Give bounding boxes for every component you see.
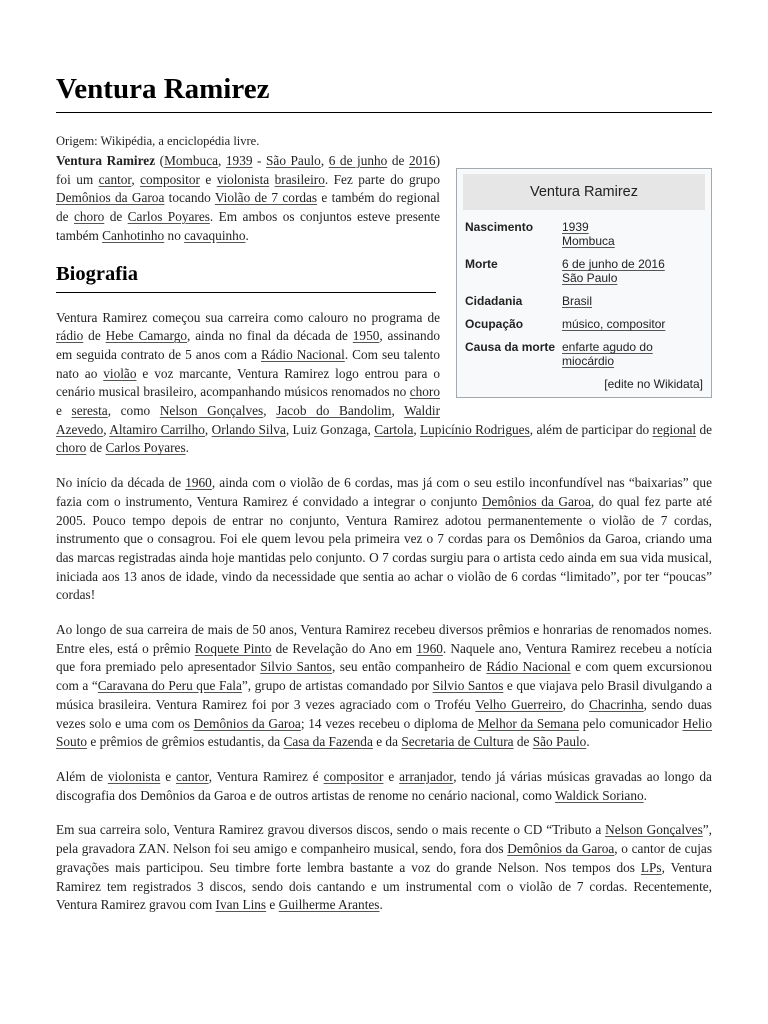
infobox-row — [463, 220, 705, 248]
inline-link[interactable]: Canhotinho — [102, 227, 165, 243]
inline-link[interactable]: 1960 — [416, 640, 443, 656]
infobox-value-link[interactable]: músico, compositor — [562, 317, 666, 331]
infobox-label: Morte — [465, 257, 498, 271]
infobox-value — [562, 340, 705, 368]
infobox-label: Ocupação — [465, 317, 524, 331]
inline-link[interactable]: Chacrinha — [589, 696, 644, 712]
inline-link[interactable]: Jacob do Bandolim — [276, 403, 392, 419]
infobox-label: Cidadania — [465, 294, 523, 308]
paragraph: Além de violonista e cantor, Ventura Ramirez é compositor e arranjador, tendo já várias músicas gravadas ao longo da discografia dos Demônios da Garoa e de outros artistas de renome no cenário nacional, como Waldick Soriano. — [56, 768, 712, 803]
inline-link[interactable]: 1939 — [225, 153, 253, 168]
infobox-title: Ventura Ramirez — [463, 174, 705, 210]
inline-link[interactable]: rádio — [56, 328, 84, 344]
infobox-value — [562, 317, 705, 331]
inline-link[interactable]: Cartola — [374, 421, 414, 437]
inline-link[interactable]: Waldick Soriano — [554, 787, 644, 803]
paragraph: Ventura Ramirez (Mombuca, 1939 - São Paulo, 6 de junho de 2016) foi um cantor, compositor e violonista brasileiro. Fez parte do grupo Demônios da Garoa tocando Violão de 7 cordas e também do regional de choro de Carlos Poyares. Em ambos os conjuntos esteve presente também Canhotinho no cavaquinho. — [56, 153, 441, 243]
infobox-label: Nascimento — [465, 220, 534, 234]
infobox-rows — [463, 220, 705, 368]
inline-link[interactable]: 6 de junho — [328, 153, 388, 168]
infobox-label: Causa da morte — [465, 340, 556, 354]
inline-link[interactable]: Rádio Nacional — [486, 659, 571, 675]
inline-link[interactable]: São Paulo — [266, 153, 321, 168]
inline-link[interactable]: Nelson Gonçalves — [159, 403, 264, 419]
infobox-value-link[interactable]: enfarte agudo do miocárdio — [562, 340, 653, 368]
inline-link[interactable]: Silvio Santos — [432, 678, 504, 694]
inline-link[interactable]: 1960 — [185, 475, 212, 491]
infobox — [456, 168, 712, 398]
inline-link[interactable]: Demônios da Garoa — [507, 841, 615, 857]
inline-link[interactable]: Waldir Azevedo — [56, 403, 441, 437]
inline-link[interactable]: seresta — [71, 403, 108, 419]
page-title: Ventura Ramirez — [56, 70, 712, 113]
inline-link[interactable]: choro — [409, 384, 440, 400]
inline-link[interactable]: Lupicínio Rodrigues — [420, 421, 530, 437]
inline-link[interactable]: Carlos Poyares — [105, 440, 186, 456]
section-heading-biografia: Biografia — [56, 260, 436, 293]
infobox-value-link[interactable]: Brasil — [562, 294, 593, 308]
infobox-value-link[interactable]: 6 de junho de 2016 — [562, 257, 665, 271]
inline-link[interactable]: brasileiro — [274, 171, 325, 187]
paragraph: Ventura Ramirez começou sua carreira como calouro no programa de rádio de Hebe Camargo, ainda no final da década de 1950, assinando em seguida contrato de 5 anos com a Rádio Nacional. Com seu talento nato ao violão e voz marcante, Ventura Ramirez logo entrou para o cenário musical brasileiro, acompanhando músicos renomados no choro e seresta, como Nelson Gonçalves, Jacob do Bandolim, Waldir Azevedo, Altamiro Carrilho, Orlando Silva, Luiz Gonzaga, Cartola, Lupicínio Rodrigues, além de participar do regional de choro de Carlos Poyares. — [56, 309, 713, 456]
inline-link[interactable]: cavaquinho — [184, 227, 246, 243]
inline-link[interactable]: compositor — [323, 768, 384, 784]
inline-link[interactable]: 1950 — [352, 328, 380, 344]
inline-link[interactable]: Carlos Poyares — [127, 209, 210, 225]
inline-link[interactable]: São Paulo — [532, 734, 587, 750]
inline-link[interactable]: Melhor da Semana — [477, 715, 579, 731]
infobox-row — [463, 257, 705, 285]
inline-link[interactable]: violão — [103, 365, 137, 381]
inline-link[interactable]: Violão de 7 cordas — [214, 190, 318, 206]
paragraph: No início da década de 1960, ainda com o violão de 6 cordas, mas já com o seu estilo inconfundível nas “baixarias” que fazia com o instrumento, Ventura Ramirez é convidado a integrar o conjunto Demônios da Garoa, do qual fez parte até 2005. Pouco tempo depois de entrar no conjunto, Ventura Ramirez adotou permanentemente o violão de 7 cordas, instrumento que o consagrou. Foi ele quem levou pela primeira vez o 7 cordas para os Demônios da Garoa, criando uma das marcas registradas ainda hoje mantidas pelo conjunto. O 7 cordas surgiu para o artista cedo ainda em sua vida musical, iniciada aos 13 anos de idade, vindo da necessidade que sentia ao achar o violão de 6 cordas “limitado”, por ter “poucas” cordas! — [56, 475, 712, 603]
inline-link[interactable]: regional — [652, 421, 697, 437]
inline-link[interactable]: violonista — [216, 171, 270, 187]
paragraph: Ao longo de sua carreira de mais de 50 anos, Ventura Ramirez recebeu diversos prêmios e honrarias de renomados nomes. Entre eles, está o prêmio Roquete Pinto de Revelação do Ano em 1960. Naquele ano, Ventura Ramirez recebeu a notícia que fora premiado pelo apresentador Silvio Santos, seu então companheiro de Rádio Nacional e com quem excursionou com a “Caravana do Peru que Fala”, grupo de artistas comandado por Silvio Santos e que viajava pelo Brasil divulgando a música brasileira. Ventura Ramirez foi por 3 vezes agraciado com o Troféu Velho Guerreiro, do Chacrinha, sendo duas vezes solo e uma com os Demônios da Garoa; 14 vezes recebeu o diploma de Melhor da Semana pelo comunicador Helio Souto e prêmios de grêmios estudantis, da Casa da Fazenda e da Secretaria de Cultura de São Paulo. — [56, 622, 713, 750]
inline-link[interactable]: arranjador — [399, 768, 454, 784]
inline-link[interactable]: Rádio Nacional — [261, 346, 345, 362]
infobox-value-link[interactable]: São Paulo — [562, 271, 618, 285]
inline-link[interactable]: 2016 — [408, 153, 436, 168]
inline-link[interactable]: Hebe Camargo — [105, 328, 188, 344]
paragraph: Em sua carreira solo, Ventura Ramirez gravou diversos discos, sendo o mais recente o CD “Tributo a Nelson Gonçalves”, pela gravadora ZAN. Nelson foi seu amigo e companheiro musical, sendo, fora dos Demônios da Garoa, o cantor de cujas gravações mais participou. Seu timbre forte lembra bastante a voz do grande Nelson. Nos tempos dos LPs, Ventura Ramirez tem registrados 3 discos, sendo dois cantando e um instrumental com o violão de 7 cordas. Recentemente, Ventura Ramirez gravou com Ivan Lins e Guilherme Arantes. — [56, 822, 712, 913]
inline-link[interactable]: Demônios da Garoa — [193, 715, 301, 731]
infobox-footer — [463, 377, 705, 391]
inline-link[interactable]: Nelson Gonçalves — [605, 822, 703, 838]
inline-link[interactable]: Helio Souto — [56, 715, 713, 750]
inline-link[interactable]: Altamiro Carrilho — [109, 421, 205, 437]
infobox-row — [463, 340, 705, 368]
inline-link[interactable]: compositor — [140, 171, 200, 187]
inline-link[interactable]: LPs — [640, 859, 662, 875]
origin-note: Origem: Wikipédia, a enciclopédia livre. — [56, 134, 260, 148]
inline-link[interactable]: choro — [73, 209, 105, 225]
inline-link[interactable]: Roquete Pinto — [194, 640, 272, 656]
infobox-value-link[interactable]: Mombuca — [562, 234, 615, 248]
infobox-value — [562, 220, 705, 248]
inline-link[interactable]: Caravana do Peru que Fala — [97, 678, 242, 694]
inline-link[interactable]: Ivan Lins — [215, 897, 267, 913]
inline-link[interactable]: Casa da Fazenda — [283, 734, 373, 750]
edit-wikidata-link[interactable]: [edite no Wikidata] — [604, 377, 703, 391]
inline-link[interactable]: Secretaria de Cultura — [401, 734, 514, 750]
bold-subject: Ventura Ramirez — [56, 153, 156, 168]
inline-link[interactable]: violonista — [107, 768, 161, 784]
inline-link[interactable]: choro — [56, 440, 87, 456]
inline-link[interactable]: Silvio Santos — [260, 659, 332, 675]
inline-link[interactable]: cantor — [98, 171, 132, 187]
infobox-value — [562, 257, 705, 285]
infobox-value-link[interactable]: 1939 — [562, 220, 589, 234]
inline-link[interactable]: Demônios da Garoa — [481, 493, 591, 509]
inline-link[interactable]: Orlando Silva — [211, 421, 286, 437]
article-body — [56, 152, 712, 931]
inline-link[interactable]: Demônios da Garoa — [56, 190, 165, 206]
infobox-value — [562, 294, 705, 308]
inline-link[interactable]: cantor — [175, 768, 209, 784]
inline-link[interactable]: Mombuca — [164, 153, 218, 168]
infobox-row — [463, 294, 705, 308]
infobox-row — [463, 317, 705, 331]
inline-link[interactable]: Guilherme Arantes — [278, 897, 380, 913]
inline-link[interactable]: Velho Guerreiro — [475, 696, 563, 712]
